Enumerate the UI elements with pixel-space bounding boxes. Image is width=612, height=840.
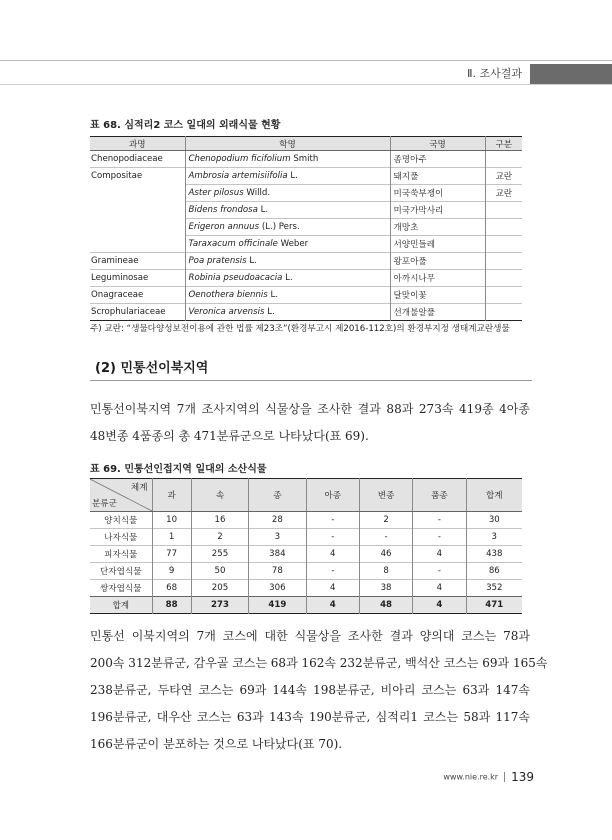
value-cell: - <box>359 529 412 546</box>
value-cell: 438 <box>466 546 522 563</box>
scientific-name-cell <box>185 236 390 253</box>
value-cell: 384 <box>249 546 306 563</box>
row-label: 합계 <box>90 597 152 614</box>
table-68-header-row <box>90 137 522 151</box>
value-cell: 9 <box>152 563 191 580</box>
value-cell: 205 <box>191 580 248 597</box>
family-cell: Leguminosae <box>90 270 185 287</box>
chapter-rule <box>0 84 612 85</box>
row-label: 피자식물 <box>90 546 152 563</box>
header-scientific-name: 학명 <box>185 137 390 151</box>
header-variety: 변종 <box>359 479 412 512</box>
paragraph-line: 민통선이북지역 7개 조사지역의 식물상을 조사한 결과 88과 273속 419종 4아종 <box>90 402 530 416</box>
corner-bottom-label: 분류군 <box>92 499 117 509</box>
table-row <box>90 202 522 219</box>
value-cell: 4 <box>306 580 359 597</box>
value-cell: 88 <box>152 597 191 614</box>
table-row <box>90 253 522 270</box>
chapter-tab <box>530 64 612 84</box>
value-cell: 48 <box>359 597 412 614</box>
value-cell: - <box>306 529 359 546</box>
category-cell <box>485 151 522 168</box>
value-cell: 419 <box>249 597 306 614</box>
value-cell: 352 <box>466 580 522 597</box>
table-69 <box>90 478 522 614</box>
row-label: 단자엽식물 <box>90 563 152 580</box>
value-cell: 306 <box>249 580 306 597</box>
korean-name-cell: 미국쑥부쟁이 <box>390 185 485 202</box>
value-cell: - <box>413 529 466 546</box>
value-cell: 50 <box>191 563 248 580</box>
scientific-name-cell <box>185 287 390 304</box>
table-row <box>90 512 522 529</box>
header-family: 과 <box>152 479 191 512</box>
value-cell: 78 <box>249 563 306 580</box>
value-cell: 255 <box>191 546 248 563</box>
author: L. <box>257 205 269 215</box>
korean-name-cell: 서양민들레 <box>390 236 485 253</box>
row-label: 양치식물 <box>90 512 152 529</box>
table-68-body <box>90 151 522 321</box>
family-cell: Compositae <box>90 168 185 185</box>
value-cell: 4 <box>306 546 359 563</box>
author: Weber <box>277 239 309 249</box>
author: L. <box>264 307 275 317</box>
value-cell: 28 <box>249 512 306 529</box>
value-cell: 16 <box>191 512 248 529</box>
top-rule <box>0 60 612 61</box>
category-cell <box>485 219 522 236</box>
korean-name-cell: 아까시나무 <box>390 270 485 287</box>
scientific-name-cell <box>185 219 390 236</box>
header-family: 과명 <box>90 137 185 151</box>
table-69-body <box>90 512 522 614</box>
category-cell <box>485 253 522 270</box>
genus-species: Veronica arvensis <box>188 307 265 317</box>
value-cell: 38 <box>359 580 412 597</box>
category-cell <box>485 270 522 287</box>
value-cell: 46 <box>359 546 412 563</box>
korean-name-cell: 돼지풀 <box>390 168 485 185</box>
value-cell: - <box>413 563 466 580</box>
header-total: 합계 <box>466 479 522 512</box>
corner-top-label: 체계 <box>130 483 148 493</box>
genus-species: Poa pratensis <box>188 256 247 266</box>
value-cell: 4 <box>413 580 466 597</box>
row-label: 나자식물 <box>90 529 152 546</box>
category-cell <box>485 304 522 321</box>
paragraph-line: 166분류군이 분포하는 것으로 나타났다(표 70). <box>90 737 343 751</box>
genus-species: Erigeron annuus <box>188 222 260 232</box>
table-68-caption: 표 68. 심적리2 코스 일대의 외래식물 현황 <box>90 120 281 131</box>
page-number: 139 <box>511 770 534 784</box>
table-row <box>90 529 522 546</box>
scientific-name-cell <box>185 185 390 202</box>
scientific-name-cell <box>185 151 390 168</box>
family-cell: Scrophulariaceae <box>90 304 185 321</box>
family-cell <box>90 236 185 253</box>
korean-name-cell: 미국가막사리 <box>390 202 485 219</box>
author: Willd. <box>243 188 271 198</box>
paragraph-1 <box>90 396 530 450</box>
row-label: 쌍자엽식물 <box>90 580 152 597</box>
scientific-name-cell <box>185 253 390 270</box>
table-row <box>90 580 522 597</box>
header-subspecies: 아종 <box>306 479 359 512</box>
author: L. <box>282 273 293 283</box>
paragraph-line: 196분류군, 대우산 코스는 63과 143속 190분류군, 심적리1 코스는 58과 117속 <box>90 710 530 724</box>
scientific-name-cell <box>185 202 390 219</box>
paragraph-line: 민통선 이북지역의 7개 코스에 대한 식물상을 조사한 결과 양의대 코스는 78과 <box>90 629 530 643</box>
table-row <box>90 270 522 287</box>
genus-species: Chenopodium ficifolium <box>188 154 291 164</box>
scientific-name-cell <box>185 304 390 321</box>
value-cell: 2 <box>191 529 248 546</box>
scientific-name-cell <box>185 270 390 287</box>
section-rule <box>90 380 532 381</box>
value-cell: 86 <box>466 563 522 580</box>
value-cell: 77 <box>152 546 191 563</box>
paragraph-line: 200속 312분류군, 감우골 코스는 68과 162속 232분류군, 백석산 코스는 69과 165속 <box>90 656 548 670</box>
paragraph-line: 238분류군, 두타연 코스는 69과 144속 198분류군, 비아리 코스는 63과 147속 <box>90 683 530 697</box>
paragraph-2 <box>90 623 548 758</box>
section-heading: (2) 민통선이북지역 <box>95 361 209 376</box>
header-category: 구분 <box>485 137 522 151</box>
korean-name-cell: 달맞이꽃 <box>390 287 485 304</box>
table-68-note: 주) 교란: “생물다양성보전이용에 관한 법률 제23조”(환경부고시 제2016-112호)의 환경부지정 생태계교란생물 <box>90 324 510 334</box>
value-cell: 2 <box>359 512 412 529</box>
value-cell: 68 <box>152 580 191 597</box>
value-cell: 8 <box>359 563 412 580</box>
value-cell: - <box>413 512 466 529</box>
category-cell <box>485 202 522 219</box>
value-cell: 273 <box>191 597 248 614</box>
header-korean-name: 국명 <box>390 137 485 151</box>
header-species: 종 <box>249 479 306 512</box>
value-cell: - <box>306 563 359 580</box>
category-cell <box>485 236 522 253</box>
value-cell: 30 <box>466 512 522 529</box>
table-68 <box>90 136 522 321</box>
table-69-header-row <box>90 479 522 512</box>
table-row <box>90 287 522 304</box>
paragraph-line: 48변종 4품종의 총 471분류군으로 나타났다(표 69). <box>90 429 369 443</box>
table-row <box>90 563 522 580</box>
author: (L.) Pers. <box>259 222 300 232</box>
value-cell: 471 <box>466 597 522 614</box>
genus-species: Bidens frondosa <box>188 205 258 215</box>
family-cell: Chenopodiaceae <box>90 151 185 168</box>
table-row <box>90 219 522 236</box>
korean-name-cell: 좀명아주 <box>390 151 485 168</box>
genus-species: Ambrosia artemisiifolia <box>188 171 288 181</box>
family-cell <box>90 219 185 236</box>
category-cell: 교란 <box>485 185 522 202</box>
value-cell: 3 <box>466 529 522 546</box>
korean-name-cell: 개망초 <box>390 219 485 236</box>
value-cell: 4 <box>413 546 466 563</box>
family-cell: Gramineae <box>90 253 185 270</box>
family-cell <box>90 185 185 202</box>
family-cell <box>90 202 185 219</box>
category-cell <box>485 287 522 304</box>
family-cell: Onagraceae <box>90 287 185 304</box>
value-cell: - <box>306 512 359 529</box>
table-69-corner-cell <box>90 479 152 512</box>
header-form: 품종 <box>413 479 466 512</box>
value-cell: 4 <box>413 597 466 614</box>
total-row <box>90 597 522 614</box>
footer-separator <box>504 772 505 782</box>
author: Smith <box>290 154 319 164</box>
table-row <box>90 168 522 185</box>
author: L. <box>267 290 279 300</box>
author: L. <box>287 171 298 181</box>
genus-species: Oenothera biennis <box>188 290 268 300</box>
table-row <box>90 304 522 321</box>
korean-name-cell: 왕포아풀 <box>390 253 485 270</box>
table-row <box>90 151 522 168</box>
table-69-caption: 표 69. 민통선인접지역 일대의 소산식물 <box>90 464 267 475</box>
value-cell: 4 <box>306 597 359 614</box>
chapter-label: Ⅱ. 조사결과 <box>467 67 522 80</box>
author: L. <box>246 256 257 266</box>
table-row <box>90 236 522 253</box>
table-row <box>90 185 522 202</box>
scientific-name-cell <box>185 168 390 185</box>
genus-species: Aster pilosus <box>188 188 244 198</box>
table-row <box>90 546 522 563</box>
value-cell: 1 <box>152 529 191 546</box>
korean-name-cell: 선개불알풀 <box>390 304 485 321</box>
value-cell: 10 <box>152 512 191 529</box>
value-cell: 3 <box>249 529 306 546</box>
page-footer <box>443 770 534 784</box>
genus-species: Taraxacum officinale <box>188 239 278 249</box>
footer-url: www.nie.re.kr <box>443 772 499 782</box>
header-genus: 속 <box>191 479 248 512</box>
genus-species: Robinia pseudoacacia <box>188 273 283 283</box>
category-cell: 교란 <box>485 168 522 185</box>
